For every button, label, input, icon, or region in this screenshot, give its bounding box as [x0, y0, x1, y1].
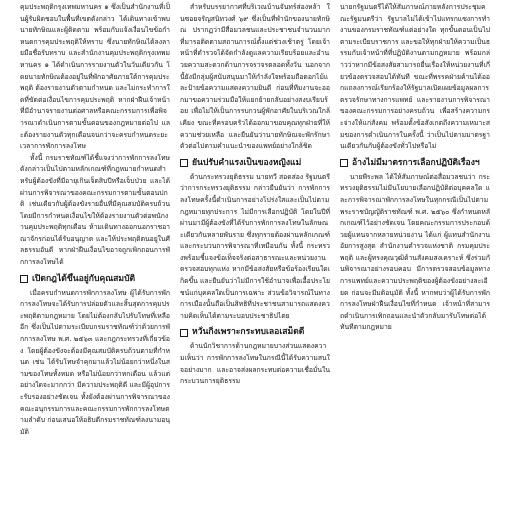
section-heading: [340, 157, 490, 170]
section-heading-text: ยันปรับคำแรงเป็นของหญิงแม่: [192, 157, 302, 168]
section-heading-text: หวั่นกิ่งเพราะกระทบเลอเสม็ดดี: [192, 327, 305, 338]
checkbox-square-icon: [180, 329, 188, 337]
article-column-1: [20, 2, 170, 510]
checkbox-square-icon: [180, 159, 188, 167]
article-column-2: [180, 2, 330, 510]
section-heading: [180, 326, 330, 339]
body-paragraph: สำหรับบรรยากาศที่บริเวณบ้านจันทร์ส่องหล้า ในซอยจรัญสนิทวงศ์ ๖๙ ซึ่งเป็นที่พำนักของนายทักษิณ ปรากฏว่ามีสื่อมวลชนและประชาชนจำนวนมากที่มารอติดตามสถานการณ์ตั้งแต่ช่วงเช้าตรู่ โดยเจ้าหน้าที่ตำรวจได้จัดกำลังดูแลความเรียบร้อยและอำนวยความสะดวกด้านการจราจรตลอดทั้งวัน นอกจากนี้ยังมีกลุ่มผู้สนับสนุนมาให้กำลังใจพร้อมถือดอกไม้และป้ายข้อความแสดงความยินดี ก่อนที่ทีมงานจะออกมาขอความร่วมมือให้แยกย้ายกลับอย่างสงบเรียบร้อย เพื่อไม่ให้เป็นการรบกวนผู้พักอาศัยในบริเวณใกล้เคียง ขณะที่ครอบครัวได้ออกมาขอบคุณทุกฝ่ายที่ให้ความช่วยเหลือ และยืนยันว่านายทักษิณจะพักรักษาตัวต่อไปตามคำแนะนำของแพทย์อย่างใกล้ชิด: [180, 3, 330, 151]
body-paragraph: เมื่อครบกำหนดการพักการลงโทษ ผู้ได้รับการพักการลงโทษจะได้รับการปล่อยตัวและสิ้นสุดการคุมประพฤติตามกฎหมาย โดยไม่ต้องกลับไปรับโทษที่เหลืออีก ซึ่งเป็นไปตามระเบียบกรมราชทัณฑ์ว่าด้วยการพักการลงโทษ พ.ศ. ๒๕๖๓ และกฎกระทรวงที่เกี่ยวข้อง โดยผู้ต้องขังจะต้องมีคุณสมบัติครบถ้วนตามที่กำหนด เช่น ได้รับโทษจำคุกมาแล้วไม่น้อยกว่าหนึ่งในสามของโทษทั้งหมด หรือไม่น้อยกว่าหกเดือน แล้วแต่อย่างใดจะมากกว่า มีความประพฤติดี และมีผู้อุปการะรับรองอย่างชัดเจน ทั้งยังต้องผ่านการพิจารณาของคณะอนุกรรมการและคณะกรรมการพักการลงโทษตามลำดับ ก่อนเสนอให้อธิบดีกรมราชทัณฑ์ลงนามอนุมัติ: [20, 288, 170, 436]
article-column-3: [340, 2, 490, 510]
section-heading-text: เปิดกฎได้ขึ้นอยู่กับคุณสมบัติ: [32, 273, 136, 284]
body-paragraph: นายกรัฐมนตรีได้ให้สัมภาษณ์ภายหลังการประชุมคณะรัฐมนตรีว่า รัฐบาลไม่ได้เข้าไปแทรกแซงการทำงานของกรมราชทัณฑ์แต่อย่างใด ทุกขั้นตอนเป็นไปตามระเบียบราชการ และขอให้ทุกฝ่ายให้ความเป็นธรรมกับเจ้าหน้าที่ที่ปฏิบัติงานตามกฎหมาย พร้อมกล่าวว่าหากมีข้อสงสัยสามารถยื่นเรื่องให้หน่วยงานที่เกี่ยวข้องตรวจสอบได้ทันที ขณะที่พรรคฝ่ายค้านได้ออกแถลงการณ์เรียกร้องให้รัฐบาลเปิดเผยข้อมูลผลการตรวจรักษาทางการแพทย์ และรายงานการพิจารณาของคณะกรรมการอย่างครบถ้วน เพื่อสร้างความกระจ่างให้แก่สังคม พร้อมตั้งข้อสังเกตถึงความเหมาะสมของการดำเนินการในครั้งนี้ ว่าเป็นไปตามมาตรฐานเดียวกันกับผู้ต้องขังทั่วไปหรือไม่: [340, 3, 490, 151]
body-paragraph: นายพีระพล ได้ให้สัมภาษณ์ต่อสื่อมวลชนว่า กระทรวงยุติธรรมไม่มีนโยบายเลือกปฏิบัติต่อบุคคลใด และการพิจารณาพักการลงโทษในทุกกรณีเป็นไปตามพระราชบัญญัติราชทัณฑ์ พ.ศ. ๒๕๖๐ ซึ่งกำหนดหลักเกณฑ์ไว้อย่างชัดเจน โดยคณะกรรมการประกอบด้วยผู้แทนจากหลายหน่วยงาน ได้แก่ ผู้แทนสำนักงานอัยการสูงสุด สำนักงานตำรวจแห่งชาติ กรมคุมประพฤติ และผู้ทรงคุณวุฒิด้านสังคมสงเคราะห์ ซึ่งร่วมกันพิจารณาอย่างรอบคอบ มีการตรวจสอบข้อมูลทางการแพทย์และความประพฤติของผู้ต้องขังอย่างละเอียด ก่อนจะมีมติอนุมัติ ทั้งนี้ หากพบว่าผู้ได้รับการพักการลงโทษฝ่าฝืนเงื่อนไขที่กำหนด เจ้าหน้าที่สามารถดำเนินการเพิกถอนและนำตัวกลับมารับโทษต่อได้ทันทีตามกฎหมาย: [340, 172, 490, 332]
section-heading-text: อ้างไม่มีมาตรการเลือกปฏิบัติเรื่องฯ: [352, 157, 480, 168]
section-heading: [180, 157, 330, 170]
body-paragraph: ด้านกระทรวงยุติธรรม นายทวี สอดส่อง รัฐมนตรีว่าการกระทรวงยุติธรรม กล่าวยืนยันว่า การพักการลงโทษครั้งนี้ดำเนินการอย่างโปร่งใสและเป็นไปตามกฎหมายทุกประการ ไม่มีการเลือกปฏิบัติ โดยในปีที่ผ่านมามีผู้ต้องขังที่ได้รับการพักการลงโทษในลักษณะเดียวกันหลายพันราย ซึ่งทุกรายต้องผ่านหลักเกณฑ์และกระบวนการพิจารณาที่เหมือนกัน ทั้งนี้ กระทรวงพร้อมชี้แจงข้อเท็จจริงต่อสาธารณะและหน่วยงานตรวจสอบทุกแห่ง หากมีข้อสงสัยหรือข้อร้องเรียนใดเกิดขึ้น และยืนยันว่าไม่มีการใช้อำนาจเพื่อเอื้อประโยชน์แก่บุคคลใดเป็นการเฉพาะ ส่วนข้อวิจารณ์ในทางการเมืองนั้นถือเป็นสิทธิที่ประชาชนสามารถแสดงความคิดเห็นได้ตามระบอบประชาธิปไตย: [180, 172, 330, 320]
checkbox-square-icon: [340, 159, 348, 167]
checkbox-square-icon: [20, 275, 28, 283]
newspaper-page: [20, 2, 492, 510]
section-heading: [20, 273, 170, 286]
body-paragraph: ทั้งนี้ กรมราชทัณฑ์ได้ชี้แจงว่าการพักการลงโทษดังกล่าวเป็นไปตามหลักเกณฑ์ที่กฎหมายกำหนดสำหรับผู้ต้องขังที่มีอายุเกินเจ็ดสิบปีหรือเจ็บป่วย และได้ผ่านการพิจารณาของคณะกรรมการตามขั้นตอนปกติ เช่นเดียวกับผู้ต้องขังรายอื่นที่มีคุณสมบัติครบถ้วน โดยมีการกำหนดเงื่อนไขให้ต้องรายงานตัวต่อพนักงานคุมประพฤติทุกเดือน ห้ามเดินทางออกนอกราชอาณาจักรก่อนได้รับอนุญาต และให้ประพฤติตนอยู่ในศีลธรรมอันดี หากฝ่าฝืนเงื่อนไขอาจถูกเพิกถอนการพักการลงโทษได้: [20, 153, 170, 267]
body-paragraph: คุมประพฤติกรุงเทพมหานคร ๑ ซึ่งเป็นสำนักงานที่เป็นผู้รับผิดชอบในพื้นที่เขตดังกล่าว ได้เดินทางเข้าพบนายทักษิณและผู้ติดตาม พร้อมกับแจ้งเงื่อนไขข้อกำหนดการคุมประพฤติให้ทราบ ซึ่งนายทักษิณได้ลงลายมือชื่อรับทราบ และสำนักงานคุมประพฤติกรุงเทพมหานคร ๑ ได้ดำเนินการรายงานตัวในวันเดียวกัน โดยนายทักษิณต้องอยู่ในที่พักอาศัยภายใต้การคุมประพฤติ ต้องรายงานตัวตามกำหนด และไม่กระทำการใดที่ขัดต่อเงื่อนไขการคุมประพฤติ หากฝ่าฝืนเจ้าหน้าที่มีอำนาจรายงานต่อศาลหรือคณะกรรมการเพื่อพิจารณาดำเนินการตามขั้นตอนของกฎหมายต่อไป และต้องรายงานตัวทุกเดือนจนกว่าจะครบกำหนดระยะเวลาการพักการลงโทษ: [20, 3, 170, 151]
body-paragraph: ด้านนักวิชาการด้านกฎหมายบางส่วนแสดงความเห็นว่า การพักการลงโทษในกรณีนี้ได้รับความสนใจอย่างมาก และอาจส่งผลกระทบต่อความเชื่อมั่นในกระบวนการยุติธรรม: [180, 342, 330, 386]
